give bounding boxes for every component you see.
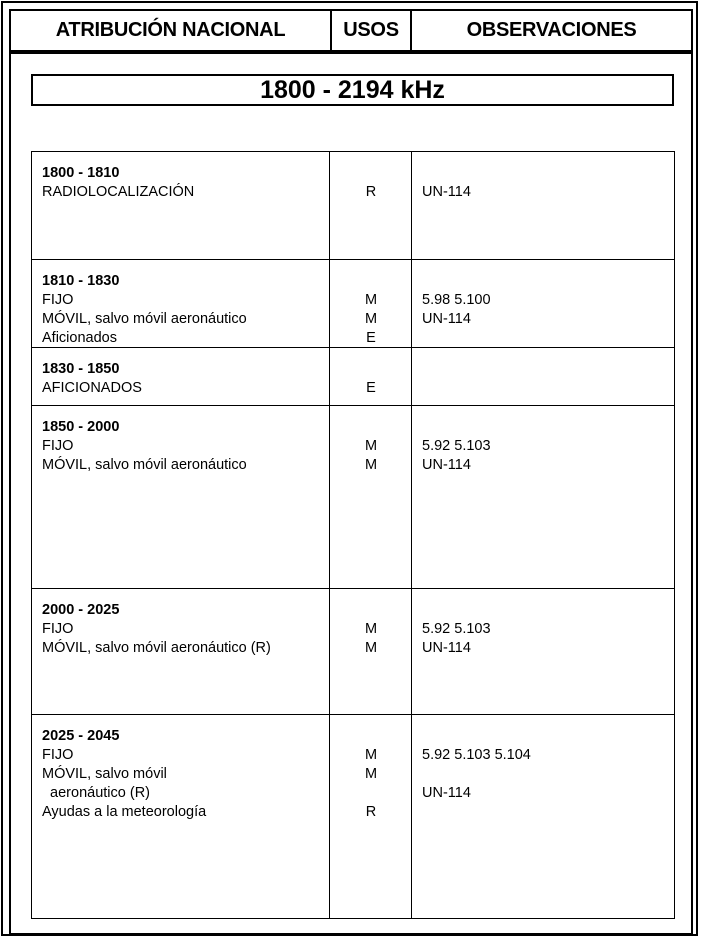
table-row bbox=[32, 152, 674, 260]
use-code: M bbox=[364, 438, 378, 454]
use-code: M bbox=[364, 640, 378, 656]
observation-note bbox=[422, 329, 491, 348]
observation-note bbox=[422, 765, 531, 784]
service-label: FIJO bbox=[42, 747, 74, 763]
allocation-cell bbox=[42, 727, 206, 822]
table-row bbox=[32, 406, 674, 589]
observations-cell bbox=[422, 272, 491, 348]
observation-note: 5.98 5.100 bbox=[422, 292, 491, 308]
use-code: M bbox=[364, 766, 378, 782]
frequency-range: 1830 - 1850 bbox=[42, 361, 120, 377]
service-label: FIJO bbox=[42, 621, 74, 637]
header-observaciones: OBSERVACIONES bbox=[466, 19, 637, 41]
use-code bbox=[330, 784, 412, 803]
observation-note: 5.92 5.103 bbox=[422, 438, 491, 454]
service-label: MÓVIL, salvo móvil aeronáutico bbox=[42, 311, 247, 327]
uses-cell bbox=[330, 727, 412, 822]
allocation-cell bbox=[42, 164, 194, 202]
table-row bbox=[32, 589, 674, 715]
use-code: R bbox=[365, 184, 377, 200]
table-header bbox=[9, 9, 693, 54]
service-label: MÓVIL, salvo móvil bbox=[42, 766, 167, 782]
allocation-table bbox=[31, 151, 675, 919]
uses-cell bbox=[330, 601, 412, 658]
use-code: R bbox=[365, 804, 377, 820]
service-label: AFICIONADOS bbox=[42, 380, 142, 396]
use-code: M bbox=[364, 747, 378, 763]
table-row bbox=[32, 715, 674, 918]
service-label: FIJO bbox=[42, 438, 74, 454]
use-code: E bbox=[366, 330, 376, 346]
service-label: MÓVIL, salvo móvil aeronáutico (R) bbox=[42, 640, 271, 656]
service-label: MÓVIL, salvo móvil aeronáutico bbox=[42, 457, 247, 473]
uses-cell bbox=[330, 164, 412, 202]
header-usos: USOS bbox=[330, 11, 412, 50]
observation-note bbox=[422, 803, 531, 822]
service-label: Ayudas a la meteorología bbox=[42, 804, 207, 820]
observations-cell bbox=[422, 164, 471, 202]
frequency-range: 2000 - 2025 bbox=[42, 602, 120, 618]
frequency-range: 1850 - 2000 bbox=[42, 419, 120, 435]
use-code: M bbox=[364, 457, 378, 473]
allocation-cell bbox=[42, 272, 247, 348]
use-code: M bbox=[364, 292, 378, 308]
allocation-cell bbox=[42, 601, 271, 658]
use-code: E bbox=[366, 380, 376, 396]
table-row bbox=[32, 260, 674, 348]
service-label: Aficionados bbox=[42, 330, 117, 346]
uses-cell bbox=[330, 418, 412, 475]
uses-cell bbox=[330, 272, 412, 348]
uses-cell bbox=[330, 360, 412, 398]
observation-note: UN-114 bbox=[422, 640, 471, 656]
frequency-range: 1810 - 1830 bbox=[42, 273, 120, 289]
observation-note: UN-114 bbox=[422, 785, 471, 801]
service-label: aeronáutico (R) bbox=[42, 785, 150, 801]
observations-cell bbox=[422, 727, 531, 822]
use-code: M bbox=[364, 311, 378, 327]
observation-note: UN-114 bbox=[422, 457, 471, 473]
allocation-cell bbox=[42, 418, 247, 475]
use-code: M bbox=[364, 621, 378, 637]
observation-note: 5.92 5.103 bbox=[422, 621, 491, 637]
band-title: 1800 - 2194 kHz bbox=[31, 74, 674, 106]
service-label: RADIOLOCALIZACIÓN bbox=[42, 184, 195, 200]
observation-note: UN-114 bbox=[422, 184, 471, 200]
table-row bbox=[32, 348, 674, 406]
frequency-range: 1800 - 1810 bbox=[42, 165, 120, 181]
service-label: FIJO bbox=[42, 292, 74, 308]
observations-cell bbox=[422, 418, 491, 475]
frequency-range: 2025 - 2045 bbox=[42, 728, 120, 744]
observation-note: UN-114 bbox=[422, 311, 471, 327]
observations-cell bbox=[422, 601, 491, 658]
allocation-cell bbox=[42, 360, 142, 398]
header-atribucion: ATRIBUCIÓN NACIONAL bbox=[55, 19, 286, 41]
observation-note: 5.92 5.103 5.104 bbox=[422, 747, 531, 763]
